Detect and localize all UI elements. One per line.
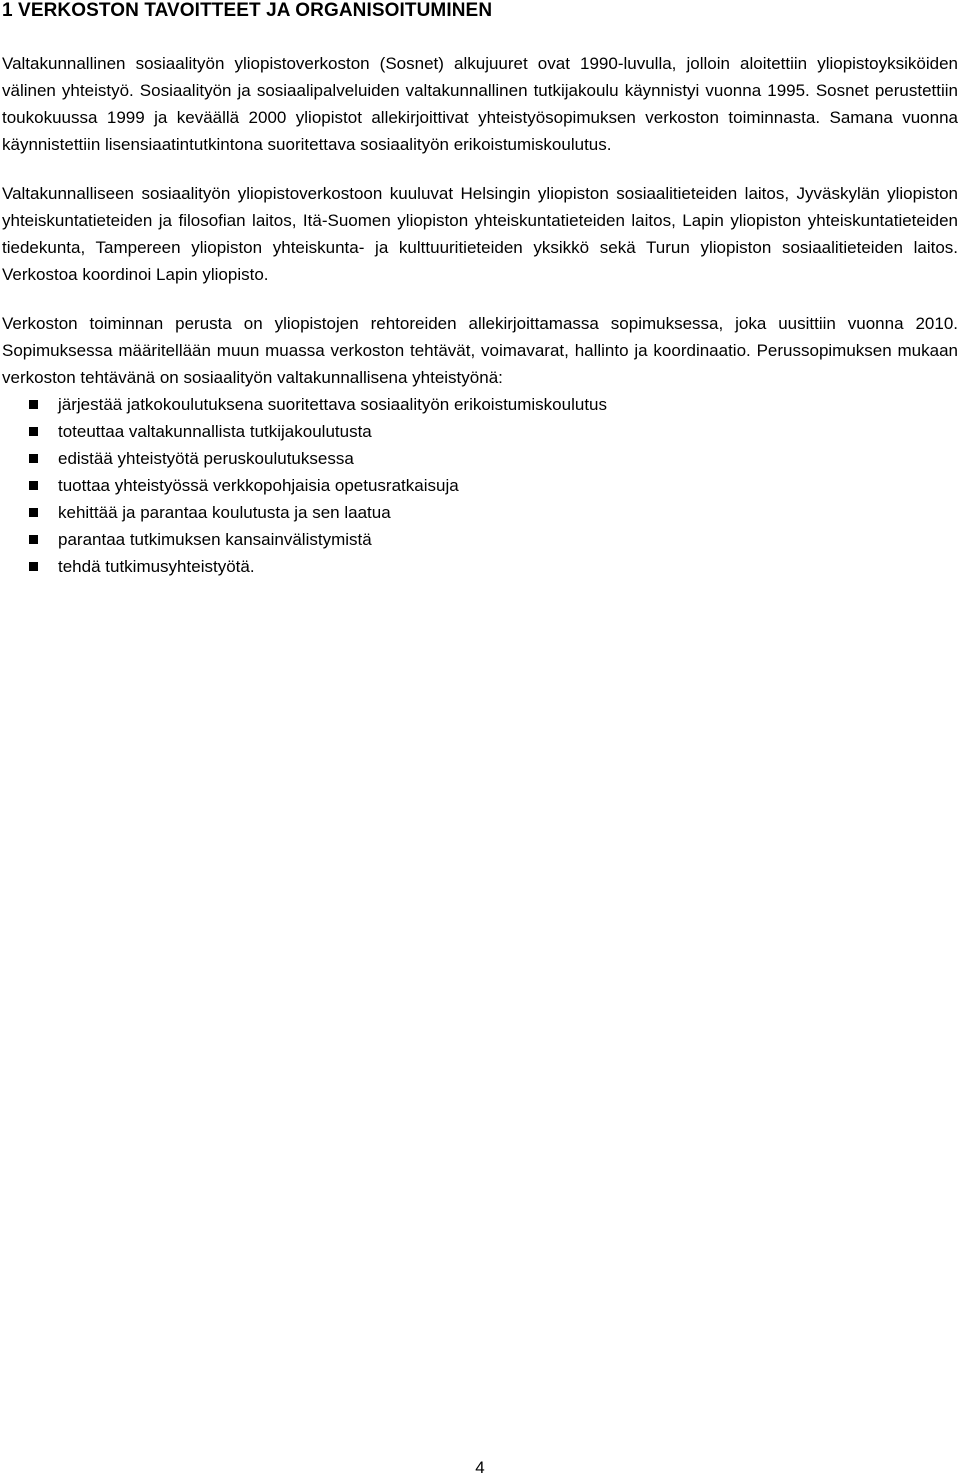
square-bullet-icon: [29, 400, 38, 409]
list-item: [2, 526, 958, 553]
list-item: [2, 553, 958, 580]
square-bullet-icon: [29, 481, 38, 490]
list-item-text: toteuttaa valtakunnallista tutkijakoulutusta: [58, 422, 372, 441]
paragraph-agreement: Verkoston toiminnan perusta on yliopistojen rehtoreiden allekirjoittamassa sopimuksessa, joka uusittiin vuonna 2010. Sopimuksessa määritellään muun muassa verkoston tehtävät, voimavarat, hallinto ja koordinaatio. Perussopimuksen mukaan verkoston tehtävänä on sosiaalityön valtakunnallisena yhteistyönä:: [2, 314, 958, 387]
list-item: [2, 472, 958, 499]
list-item-text: kehittää ja parantaa koulutusta ja sen laatua: [58, 503, 391, 522]
paragraph-members: Valtakunnalliseen sosiaalityön yliopistoverkostoon kuuluvat Helsingin yliopiston sosiaalitieteiden laitos, Jyväskylän yliopiston yhteiskuntatieteiden ja filosofian laitos, Itä-Suomen yliopiston yhteiskuntatieteiden laitos, Lapin yliopiston yhteiskuntatieteiden tiedekunta, Tampereen yliopiston yhteiskunta- ja kulttuuritieteiden yksikkö sekä Turun yliopiston sosiaalitieteiden laitos. Verkostoa koordinoi Lapin yliopisto.: [2, 184, 958, 284]
square-bullet-icon: [29, 562, 38, 571]
square-bullet-icon: [29, 535, 38, 544]
list-item-text: järjestää jatkokoulutuksena suoritettava sosiaalityön erikoistumiskoulutus: [58, 395, 608, 414]
page-number: 4: [475, 1458, 485, 1477]
list-item: [2, 418, 958, 445]
document-page: [2, 0, 958, 580]
list-item: [2, 391, 958, 418]
square-bullet-icon: [29, 508, 38, 517]
square-bullet-icon: [29, 454, 38, 463]
square-bullet-icon: [29, 427, 38, 436]
list-item-text: parantaa tutkimuksen kansainvälistymistä: [58, 530, 372, 549]
task-list: [2, 391, 958, 580]
list-item: [2, 445, 958, 472]
section-heading: 1 VERKOSTON TAVOITTEET JA ORGANISOITUMINEN: [2, 0, 493, 21]
paragraph-history: Valtakunnallinen sosiaalityön yliopistoverkoston (Sosnet) alkujuuret ovat 1990-luvulla, jolloin aloitettiin yliopistoyksiköiden välinen yhteistyö. Sosiaalityön ja sosiaalipalveluiden valtakunnallinen tutkijakoulu käynnistyi vuonna 1995. Sosnet perustettiin toukokuussa 1999 ja keväällä 2000 yliopistot allekirjoittivat yhteistyösopimuksen verkoston toiminnasta. Samana vuonna käynnistettiin lisensiaatintutkintona suoritettava sosiaalityön erikoistumiskoulutus.: [2, 54, 958, 154]
list-item-text: tehdä tutkimusyhteistyötä.: [58, 557, 255, 576]
list-item: [2, 499, 958, 526]
list-item-text: edistää yhteistyötä peruskoulutuksessa: [58, 449, 354, 468]
list-item-text: tuottaa yhteistyössä verkkopohjaisia opetusratkaisuja: [58, 476, 459, 495]
